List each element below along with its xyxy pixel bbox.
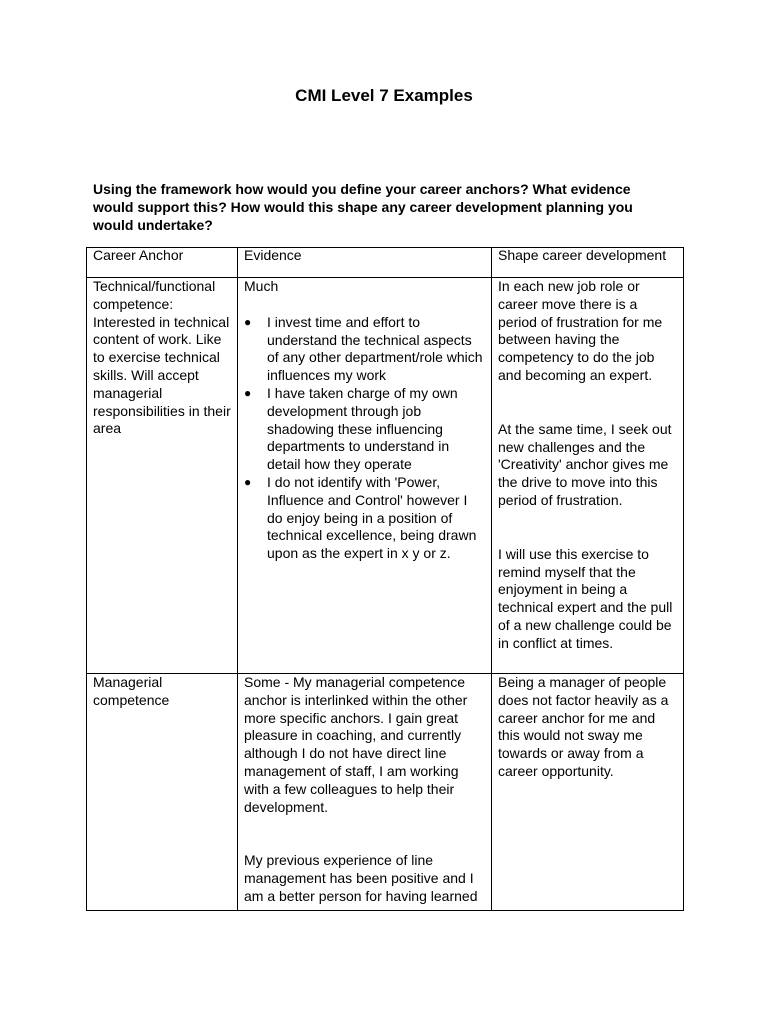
table-row: [87, 674, 684, 911]
question-text: Using the framework how would you define your career anchors? What evidence would support this? How would this shape any career development planning you would undertake?: [93, 181, 633, 233]
table-row: [87, 278, 684, 674]
header-shape-career-development: Shape career development: [492, 248, 684, 278]
shape-paragraph: At the same time, I seek out new challenges and the 'Creativity' anchor gives me the drive to move into this period of frustration.: [498, 420, 672, 508]
list-item: ● I have taken charge of my own development through job shadowing these influencing departments to understand in detail how they operate: [244, 384, 458, 473]
table-header-row: [87, 248, 684, 278]
shape-cell: [492, 674, 684, 911]
bullet-icon: ●: [244, 314, 252, 329]
shape-cell: [492, 278, 684, 674]
shape-paragraph: Being a manager of people does not factor heavily as a career anchor for me and this would not sway me towards or away from a career opportunity.: [498, 674, 669, 779]
career-anchor-table: [86, 247, 684, 911]
evidence-paragraph: Some - My managerial competence anchor is interlinked within the other more specific anchors. I gain great pleasure in coaching, and currently although I do not have direct line management of staff, I am working with a few colleagues to help their development.: [244, 674, 468, 815]
bullet-icon: ●: [244, 474, 252, 489]
evidence-paragraph: My previous experience of line management has been positive and I am a better person for having learned: [244, 852, 478, 904]
header-career-anchor: Career Anchor: [87, 248, 238, 278]
bullet-icon: ●: [244, 385, 252, 400]
list-item: ● I do not identify with 'Power, Influence and Control' however I do enjoy being in a position of technical excellence, being drawn upon as the expert in x y or z.: [244, 473, 477, 562]
shape-paragraph: I will use this exercise to remind myself that the enjoyment in being a technical expert and the pull of a new challenge could be in conflict at times.: [498, 545, 673, 651]
header-evidence: Evidence: [238, 248, 492, 278]
shape-paragraph: In each new job role or career move there is a period of frustration for me between having the competency to do the job and becoming an expert.: [498, 278, 663, 383]
evidence-intro: Much: [244, 278, 279, 294]
anchor-cell: Managerial competence: [87, 674, 238, 911]
document-title: CMI Level 7 Examples: [295, 86, 473, 105]
evidence-cell: [238, 674, 492, 911]
list-item: ● I invest time and effort to understand the technical aspects of any other department/role which influences my work: [244, 313, 483, 384]
anchor-cell: Technical/functional competence: Interested in technical content of work. Like to exercise technical skills. Will accept managerial responsibilities in their area: [87, 278, 238, 674]
evidence-bullet-list: [244, 314, 485, 563]
evidence-cell: [238, 278, 492, 674]
